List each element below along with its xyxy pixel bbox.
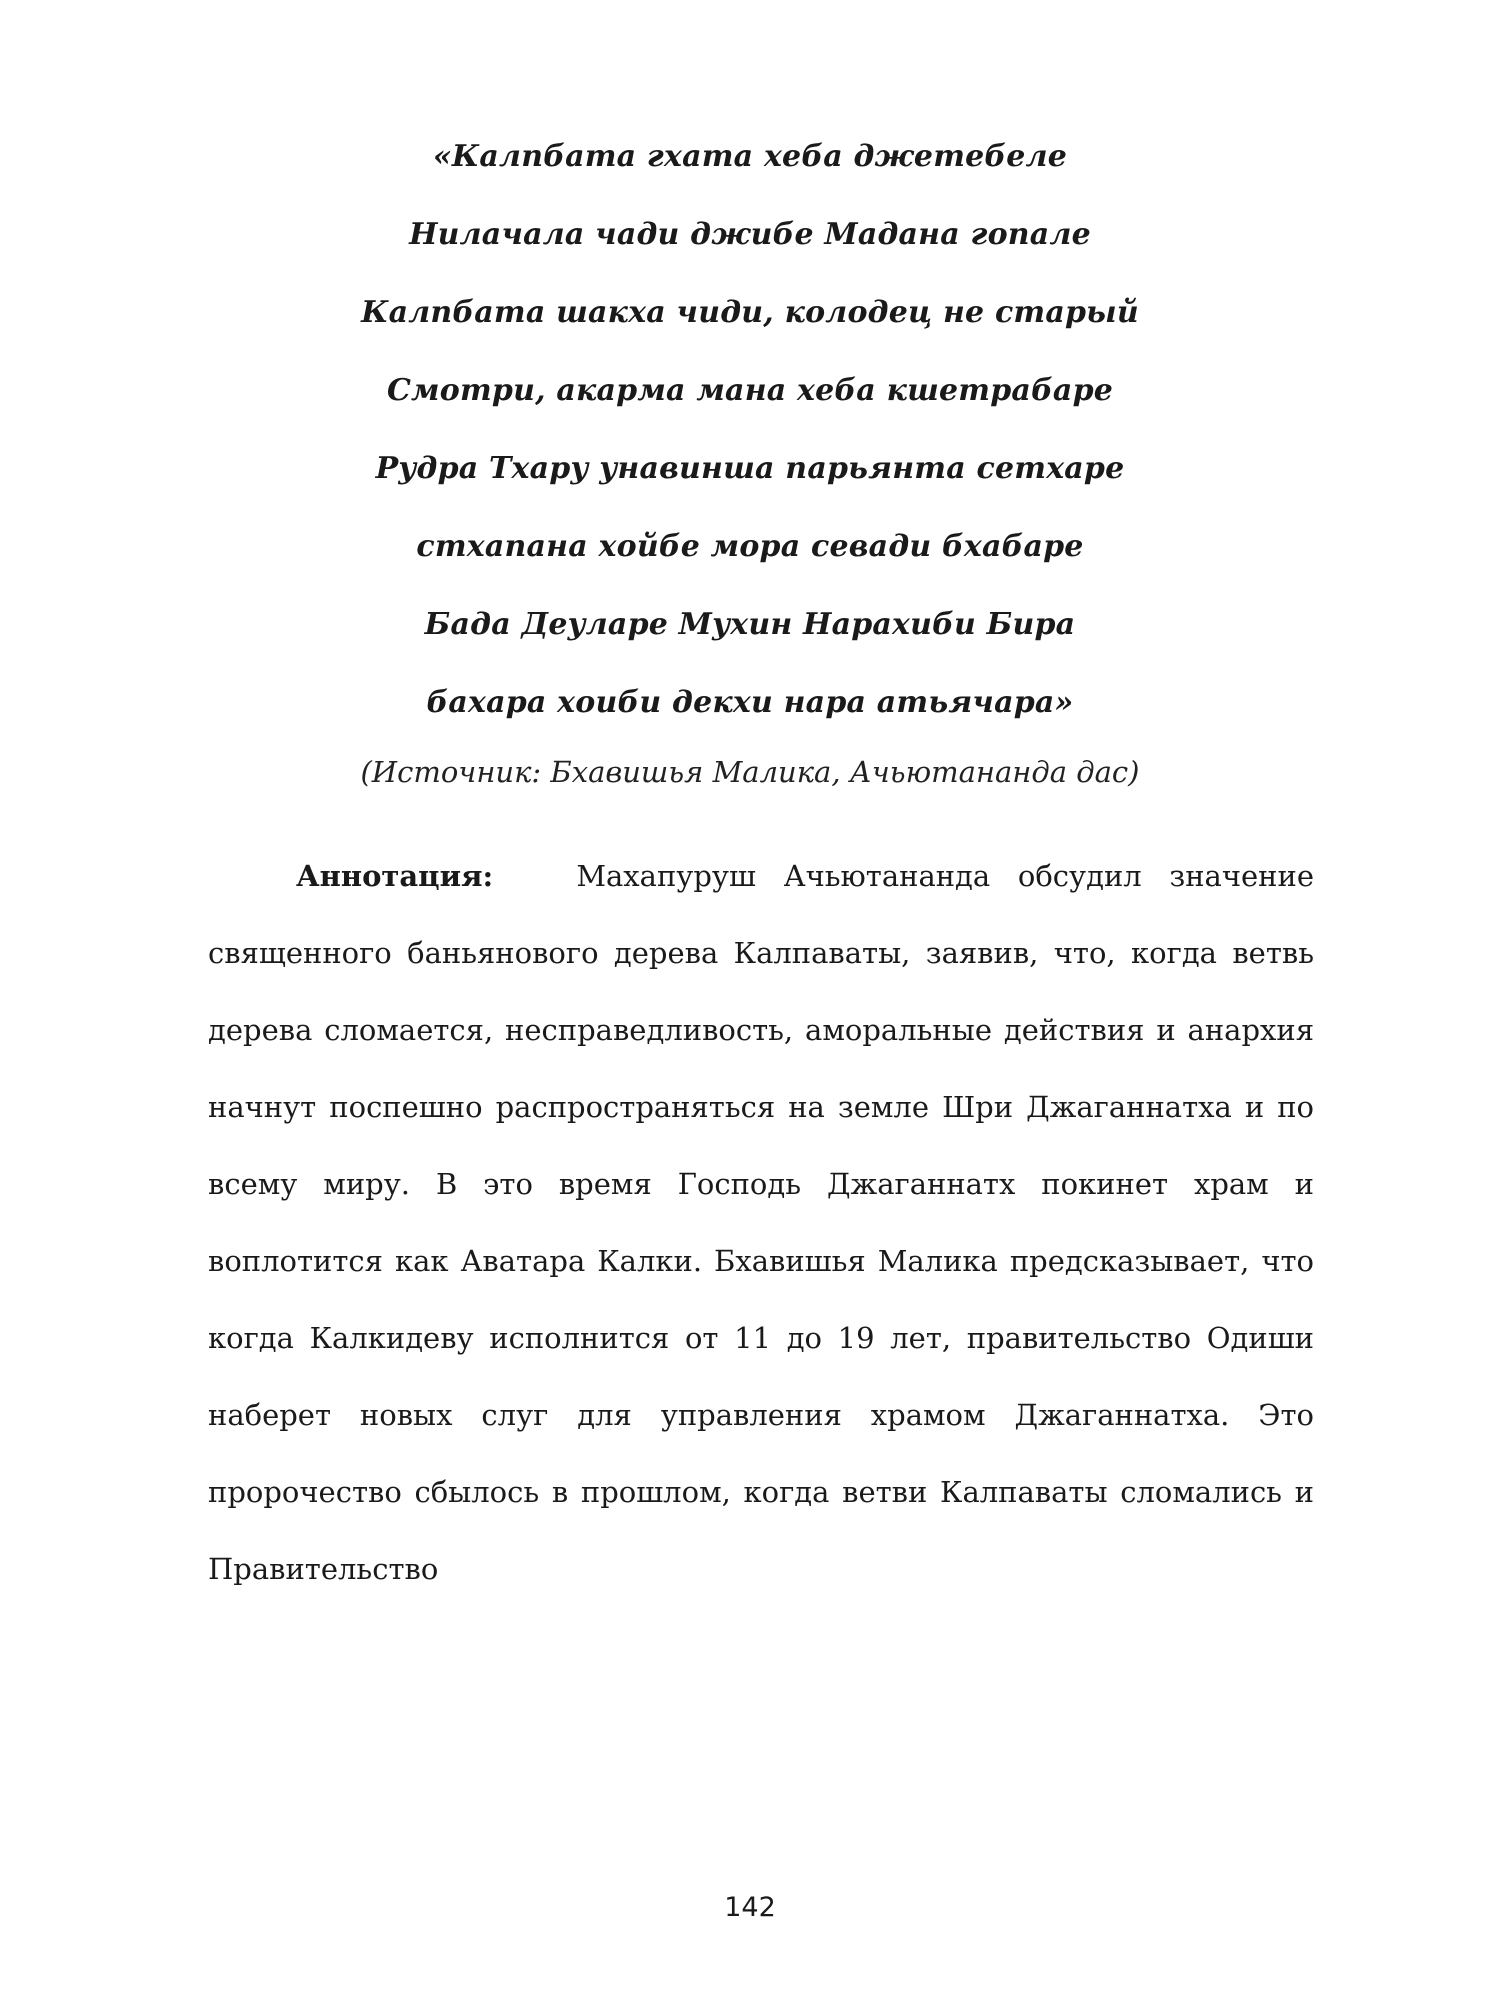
verse-line: «Калпбата гхата хеба джетебеле — [432, 139, 1068, 174]
annotation-text: Махапуруш Ачьютананда обсудил значение священного баньянового дерева Калпаваты, заявив, что, когда ветвь дерева сломается, несправедливость, аморальные действия и анархия начнут поспешно распространяться на земле Шри Джаганнатха и по всему миру. В это время Господь Джаганнатх покинет храм и воплотится как Аватара Калки. Бхавишья Малика предсказывает, что когда Калкидеву исполнится от 11 до 19 лет, правительство Одиши наберет новых слуг для управления храмом Джаганнатха. Это пророчество сбылось в прошлом, когда ветви Калпаваты сломались и Правительство — [208, 859, 1314, 1586]
verse-source: (Источник: Бхавишья Малика, Ачьютананда дас) — [360, 755, 1140, 789]
verse-line: стхапана хойбе мора севади бхабаре — [416, 529, 1084, 564]
verse-line: бахара хоиби декхи нара атьячара» — [426, 685, 1074, 720]
verse-line: Нилачала чади джибе Мадана гопале — [409, 217, 1091, 252]
page-number: 142 — [724, 1892, 776, 1923]
annotation-label: Аннотация: — [296, 859, 494, 893]
verse-line: Смотри, акарма мана хеба кшетрабаре — [386, 373, 1114, 408]
verse-block — [0, 118, 1500, 802]
verse-line: Рудра Тхару унавинша парьянта сетхаре — [375, 451, 1125, 486]
annotation-block — [208, 838, 1314, 1608]
verse-line: Калпбата шакха чиди, колодец не старый — [361, 295, 1139, 330]
verse-line: Бада Деуларе Мухин Нарахиби Бира — [424, 607, 1076, 642]
annotation-paragraph — [208, 838, 1314, 1608]
